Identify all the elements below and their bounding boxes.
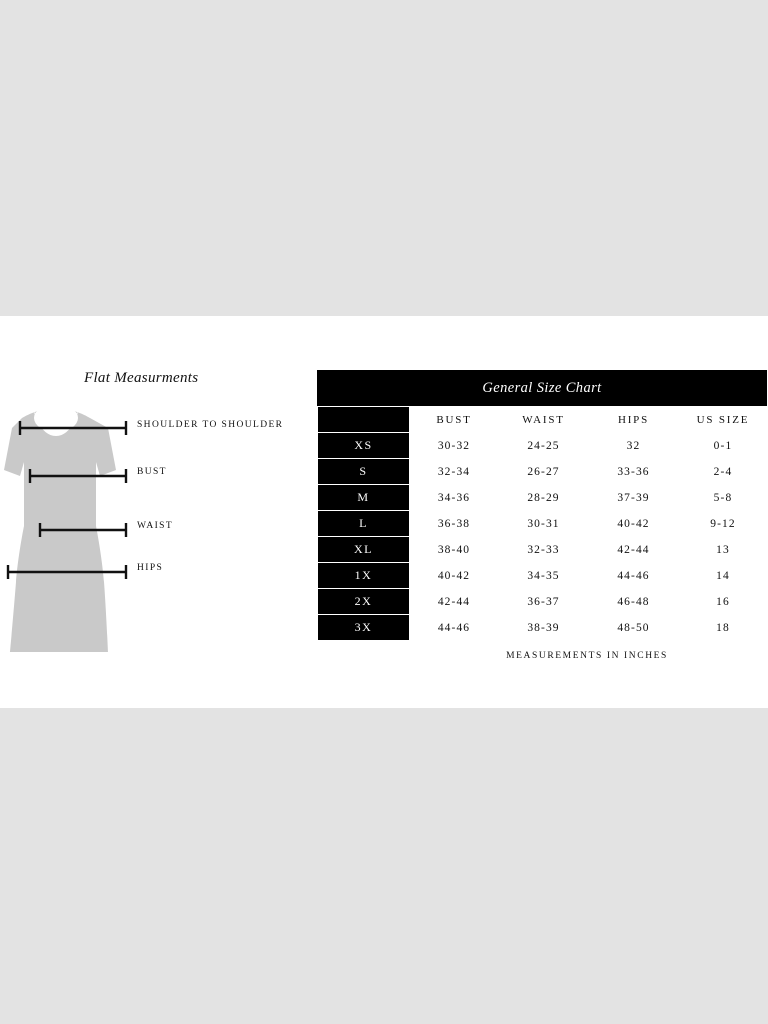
row-header-size: 3X [318,615,410,641]
table-row [318,615,768,641]
diagram-title: Flat Measurments [84,370,199,386]
cell-bust: 38-40 [410,537,499,563]
column-header-waist: WAIST [499,407,589,433]
cell-waist: 28-29 [499,485,589,511]
size-chart-title: General Size Chart [317,370,767,406]
table-row [318,433,768,459]
cell-waist: 36-37 [499,589,589,615]
cell-hips: 48-50 [589,615,679,641]
size-guide-panel [0,316,768,708]
cell-bust: 34-36 [410,485,499,511]
cell-hips: 46-48 [589,589,679,615]
cell-hips: 42-44 [589,537,679,563]
cell-waist: 26-27 [499,459,589,485]
cell-us-size: 0-1 [679,433,768,459]
cell-bust: 32-34 [410,459,499,485]
cell-waist: 30-31 [499,511,589,537]
cell-waist: 38-39 [499,615,589,641]
cell-bust: 42-44 [410,589,499,615]
cell-hips: 32 [589,433,679,459]
cell-us-size: 2-4 [679,459,768,485]
measurement-label-bust: BUST [137,467,167,477]
cell-us-size: 14 [679,563,768,589]
cell-bust: 44-46 [410,615,499,641]
cell-bust: 40-42 [410,563,499,589]
table-row [318,589,768,615]
row-header-size: 1X [318,563,410,589]
cell-bust: 36-38 [410,511,499,537]
column-header-bust: BUST [410,407,499,433]
cell-us-size: 13 [679,537,768,563]
cell-us-size: 18 [679,615,768,641]
column-header-us-size: US SIZE [679,407,768,433]
table-corner-cell [318,407,410,433]
row-header-size: 2X [318,589,410,615]
flat-measurements-diagram [0,316,310,708]
measurement-label-shoulder: SHOULDER TO SHOULDER [137,420,284,430]
cell-hips: 37-39 [589,485,679,511]
cell-hips: 33-36 [589,459,679,485]
cell-waist: 34-35 [499,563,589,589]
row-header-size: M [318,485,410,511]
cell-waist: 24-25 [499,433,589,459]
table-row [318,563,768,589]
table-row [318,485,768,511]
cell-waist: 32-33 [499,537,589,563]
row-header-size: XL [318,537,410,563]
cell-hips: 44-46 [589,563,679,589]
cell-us-size: 9-12 [679,511,768,537]
size-chart-table [317,406,768,641]
cell-hips: 40-42 [589,511,679,537]
cell-us-size: 16 [679,589,768,615]
table-row [318,459,768,485]
dress-figure-icon [4,406,304,686]
size-chart [317,370,767,661]
table-row [318,511,768,537]
row-header-size: L [318,511,410,537]
measurement-label-waist: WAIST [137,521,174,531]
row-header-size: S [318,459,410,485]
table-header-row [318,407,768,433]
column-header-hips: HIPS [589,407,679,433]
measurements-footnote: MEASUREMENTS IN INCHES [506,651,668,661]
cell-us-size: 5-8 [679,485,768,511]
row-header-size: XS [318,433,410,459]
measurement-label-hips: HIPS [137,563,164,573]
cell-bust: 30-32 [410,433,499,459]
table-row [318,537,768,563]
